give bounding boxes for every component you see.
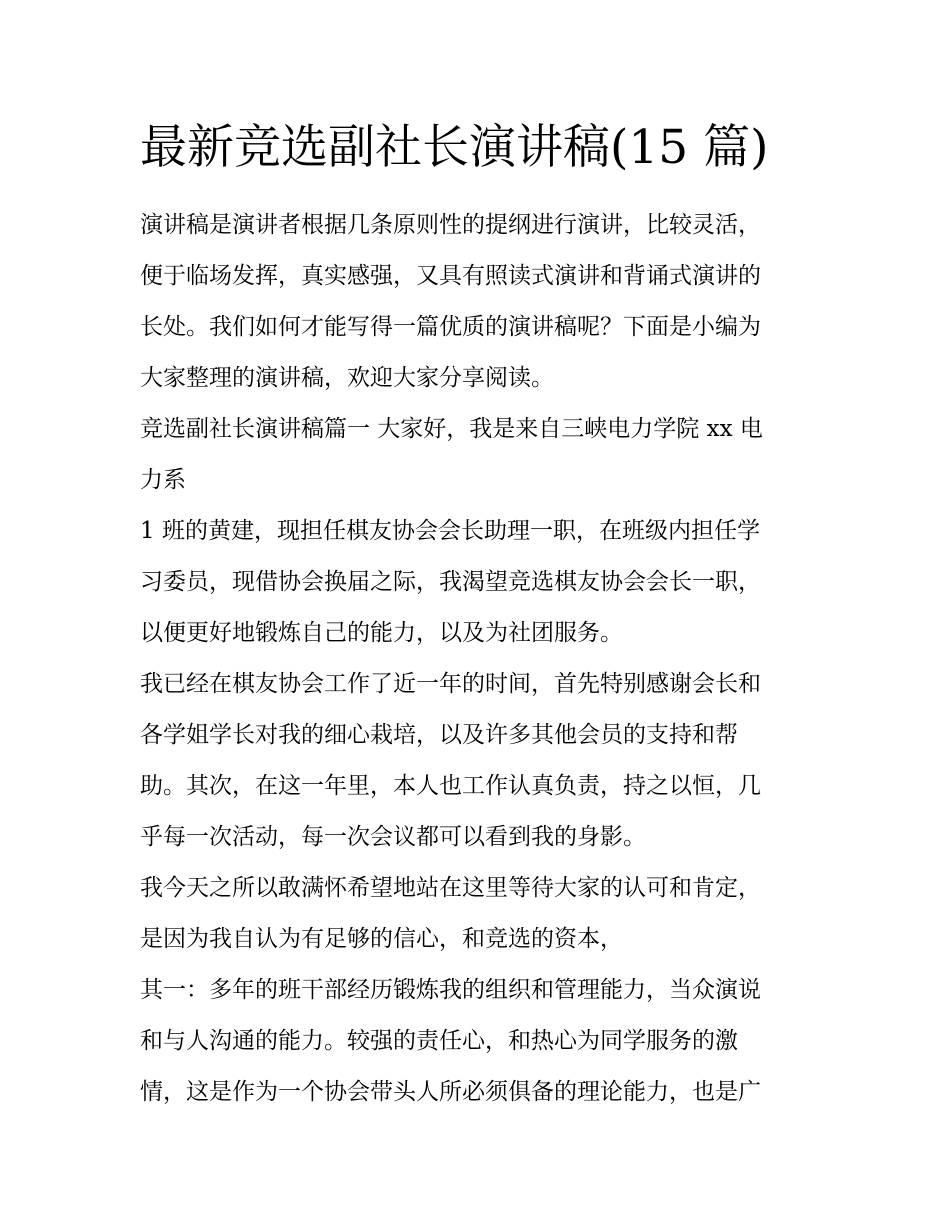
body-line: 是因为我自认为有足够的信心，和竞选的资本， [140,926,623,952]
body-line: 习委员，现借协会换届之际，我渴望竞选棋友协会会长一职， [140,569,761,595]
body-line: 情，这是作为一个协会带头人所必须俱备的理论能力，也是广 [140,1079,761,1105]
document-body [140,200,830,1118]
body-line: 竞选副社长演讲稿篇一 大家好，我是来自三峡电力学院 xx 电 [140,416,763,442]
body-line: 便于临场发挥，真实感强，又具有照读式演讲和背诵式演讲的 [140,263,761,289]
body-line: 助。其次，在这一年里，本人也工作认真负责，持之以恒，几 [140,773,761,799]
body-line: 我今天之所以敢满怀希望地站在这里等待大家的认可和肯定， [140,875,761,901]
body-line: 各学姐学长对我的细心栽培，以及许多其他会员的支持和帮 [140,722,738,748]
body-line: 力系 [140,467,186,493]
body-line: 乎每一次活动，每一次会议都可以看到我的身影。 [140,824,646,850]
body-line: 其一：多年的班干部经历锻炼我的组织和管理能力，当众演说 [140,977,761,1003]
body-line: 以便更好地锻炼自己的能力，以及为社团服务。 [140,620,623,646]
body-line: 演讲稿是演讲者根据几条原则性的提纲进行演讲，比较灵活， [140,212,761,238]
body-line: 大家整理的演讲稿，欢迎大家分享阅读。 [140,365,554,391]
body-line: 和与人沟通的能力。较强的责任心，和热心为同学服务的激 [140,1028,738,1054]
body-line: 1 班的黄建，现担任棋友协会会长助理一职，在班级内担任学 [140,518,760,544]
body-line: 长处。我们如何才能写得一篇优质的演讲稿呢？下面是小编为 [140,314,761,340]
document-title: 最新竞选副社长演讲稿(15 篇) [140,120,769,175]
body-line: 我已经在棋友协会工作了近一年的时间，首先特别感谢会长和 [140,671,761,697]
